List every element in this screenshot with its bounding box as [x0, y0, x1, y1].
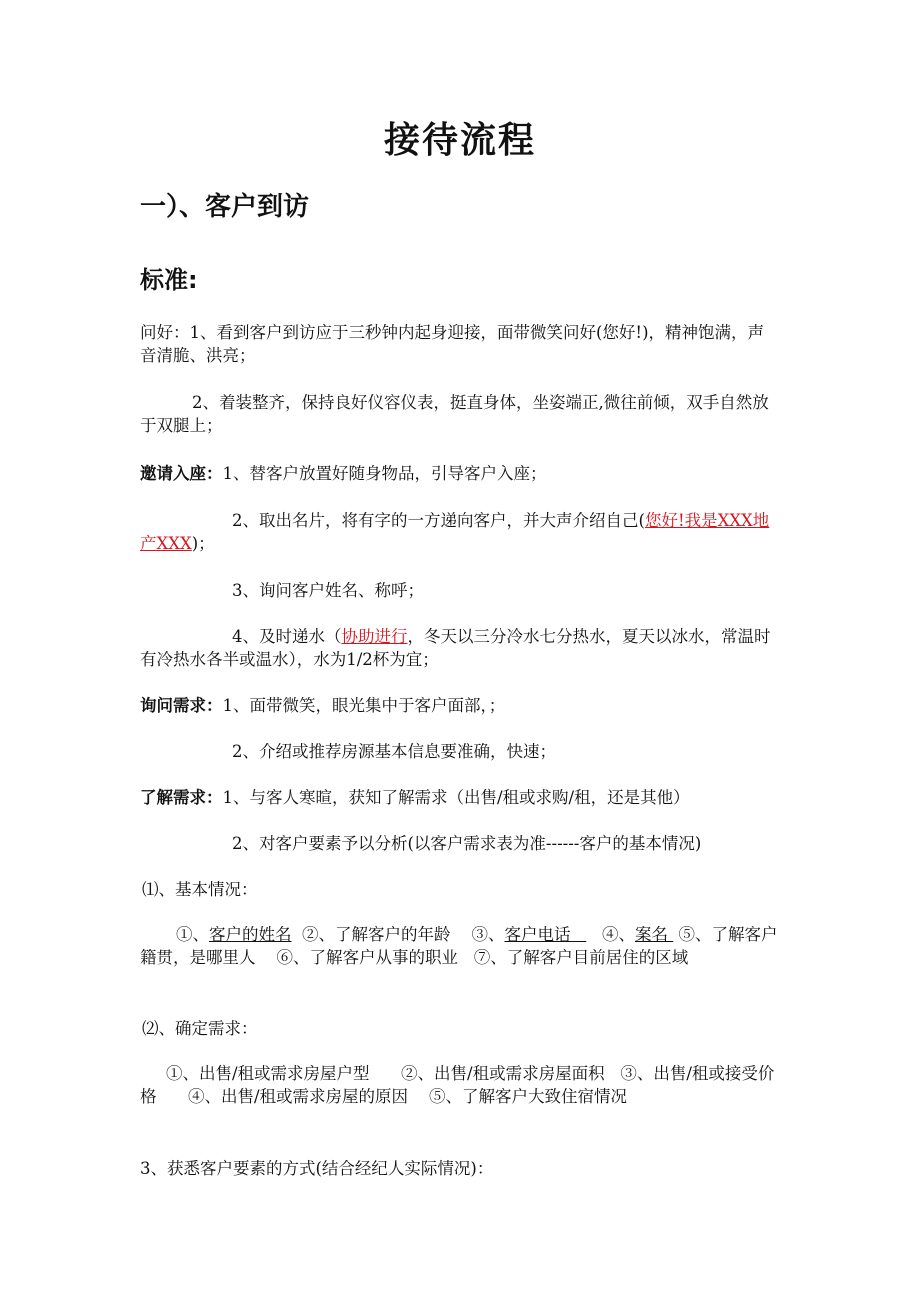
greeting-line2: 2、着装整齐，保持良好仪容仪表，挺直身体，坐姿端正,微往前倾，双手自然放于双腿上；	[140, 393, 769, 435]
understand-paragraph	[140, 786, 780, 809]
basic-item5: ⑤、了解客户籍贯，是哪里人	[140, 925, 778, 967]
invite-line1: 1、替客户放置好随身物品，引导客户入座；	[222, 464, 547, 483]
ask-paragraph	[140, 694, 780, 717]
section-heading: 一）、客户到访	[140, 192, 310, 222]
ask-line1: 1、面带微笑，眼光集中于客户面部，；	[222, 696, 506, 715]
invite-line2-b: )；	[191, 534, 215, 553]
basic-item3: 客户电话	[504, 925, 571, 944]
confirm-item1: ①、出售/租或需求房屋户型	[166, 1064, 370, 1083]
basic-item7: ⑦、了解客户目前居住的区域	[473, 948, 689, 967]
understand-line2: 2、对客户要素予以分析(以客户需求表为准------客户的基本情况)	[232, 834, 702, 853]
invite-label: 邀请入座：	[140, 464, 223, 483]
invite-line3-paragraph	[140, 579, 780, 602]
basic-items	[140, 923, 780, 969]
basic-item1-num: ①、	[176, 925, 209, 944]
basic-item4-num: ④、	[601, 925, 635, 944]
invite-line4-paragraph	[140, 625, 780, 671]
basic-item6: ⑥、了解客户从事的职业	[276, 948, 458, 967]
invite-line4-b: ，冬天以三分冷水七分热水，夏天以冰水，常温时有冷热水各半或温水），水为1/2杯为宜；	[140, 627, 771, 669]
self-intro-phrase: 您好!我是XXX地产XXX	[140, 511, 770, 553]
greeting-label: 问好：	[140, 323, 190, 342]
understand-line2-paragraph	[140, 832, 780, 855]
basic-item2: ②、了解客户的年龄	[302, 925, 451, 944]
understand-line1: 1、与客人寒暄，获知了解需求（出售/租或求购/租，还是其他）	[222, 788, 690, 807]
understand-label: 了解需求：	[140, 788, 223, 807]
ask-line2-paragraph	[140, 740, 780, 763]
invite-line2-a: 2、取出名片，将有字的一方递向客户，并大声介绍自己(	[232, 511, 645, 530]
invite-paragraph	[140, 462, 780, 485]
confirm-items	[140, 1062, 780, 1108]
confirm-item4: ④、出售/租或需求房屋的原因	[187, 1087, 409, 1106]
method-line: 3、获悉客户要素的方式(结合经纪人实际情况)：	[140, 1159, 494, 1178]
confirm-heading: ⑵、确定需求：	[142, 1019, 258, 1038]
confirm-item3: ③、出售/租或接受价格	[140, 1064, 775, 1106]
greeting-line2-paragraph	[140, 391, 780, 437]
basic-item1: 客户的姓名	[209, 925, 292, 944]
document-title: 接待流程	[383, 120, 536, 161]
basic-item3-num: ③、	[471, 925, 505, 944]
basic-item4: 案名	[634, 925, 668, 944]
assist-phrase: 协助进行	[341, 627, 408, 646]
greeting-line1: 1、看到客户到访应于三秒钟内起身迎接，面带微笑问好(您好!)，精神饱满，声音清脆、洪亮；	[140, 323, 765, 365]
confirm-item2: ②、出售/租或需求房屋面积	[401, 1064, 605, 1083]
invite-line3: 3、询问客户姓名、称呼；	[232, 581, 424, 600]
greeting-paragraph	[140, 321, 780, 367]
ask-line2: 2、介绍或推荐房源基本信息要准确，快速；	[232, 742, 556, 761]
invite-line2-paragraph	[140, 509, 780, 555]
invite-line4-a: 4、及时递水（	[232, 627, 342, 646]
confirm-item5: ⑤、了解客户大致住宿情况	[429, 1087, 628, 1106]
standard-heading: 标准:	[140, 266, 198, 294]
ask-label: 询问需求：	[140, 696, 223, 715]
basic-heading: ⑴、基本情况：	[142, 880, 258, 899]
